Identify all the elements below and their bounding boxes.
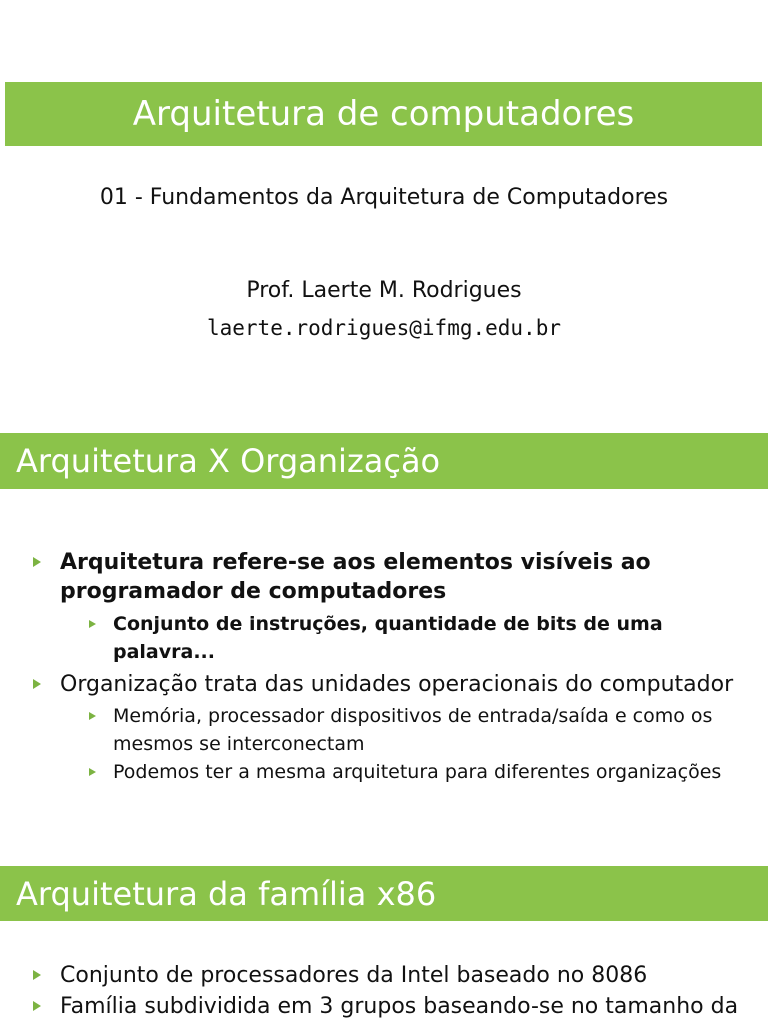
slide-3-title: Arquitetura da família x86 [16,874,437,913]
bullet-text: Organização trata das unidades operacionais do computador [60,672,734,697]
bullet-triangle-icon [33,557,41,567]
slide-2-title: Arquitetura X Organização [16,442,441,480]
sub-list-item [0,610,768,666]
presentation-title-bar [5,82,762,146]
sub-bullet-triangle-icon [89,712,96,720]
sub-bullet-text: Conjunto de instruções, quantidade de bits de uma palavra... [113,613,663,663]
presentation-title: Arquitetura de computadores [132,94,635,134]
bullet-text: Família subdividida em 3 grupos baseando-se no tamanho da [60,994,739,1019]
sub-bullet-text: Memória, processador dispositivos de entrada/saída e como os mesmos se interconectam [113,705,713,755]
list-item [0,670,768,699]
sub-bullet-triangle-icon [89,768,96,776]
sub-bullet-triangle-icon [89,620,96,628]
sub-list-item [0,758,768,786]
list-item [0,548,768,606]
bullet-text: Conjunto de processadores da Intel baseado no 8086 [60,963,648,988]
author-name: Prof. Laerte M. Rodrigues [246,278,522,303]
sub-bullet-text: Podemos ter a mesma arquitetura para diferentes organizações [113,761,722,783]
bullet-triangle-icon [33,679,41,689]
slide-2-bullet-list [0,548,768,786]
sub-list-item [0,702,768,758]
list-item [0,961,768,990]
bullet-text: Arquitetura refere-se aos elementos visíveis ao programador de computadores [60,550,651,604]
presentation-subtitle: 01 - Fundamentos da Arquitetura de Computadores [99,185,669,210]
slide-2-header [0,433,768,489]
slide-3-bullet-list [0,961,768,1021]
author-email: laerte.rodrigues@ifmg.edu.br [206,316,561,340]
bullet-triangle-icon [33,1001,41,1011]
bullet-triangle-icon [33,970,41,980]
list-item [0,992,768,1021]
slide-3-header [0,866,768,921]
